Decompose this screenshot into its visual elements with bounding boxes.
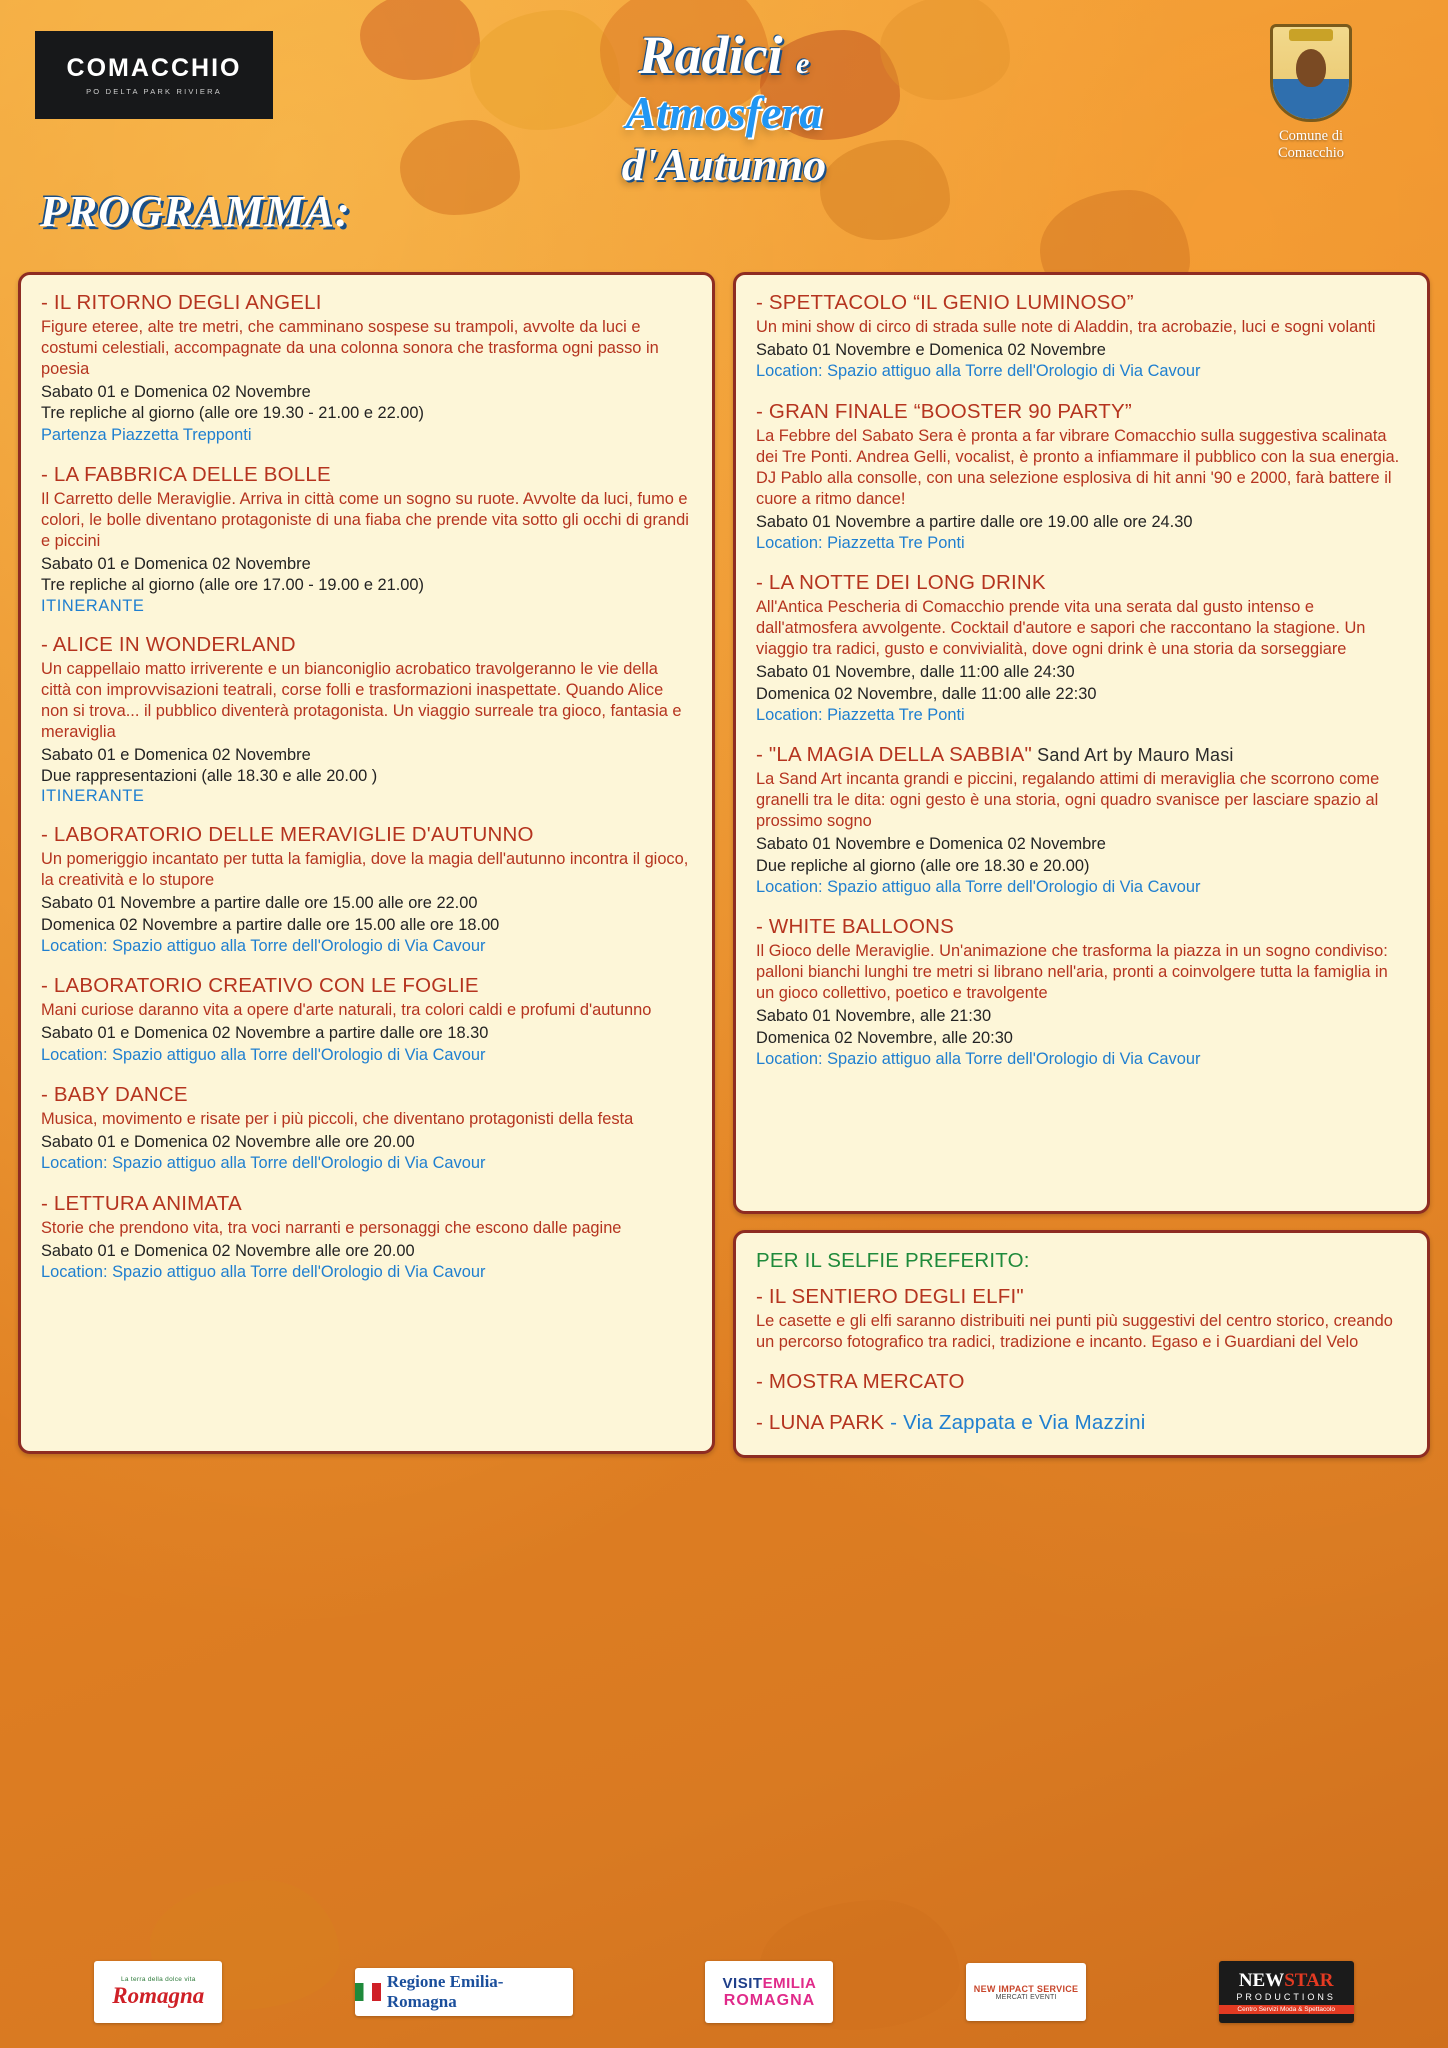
- program-item-description: Mani curiose daranno vita a opere d'arte naturali, tra colori caldi e profumi d'autunno: [41, 1001, 652, 1020]
- title-line-1: [0, 25, 1448, 85]
- program-item-title: - SPETTACOLO “IL GENIO LUMINOSO”: [756, 291, 1134, 314]
- program-item: [41, 1083, 692, 1175]
- logo-main-text: COMACCHIO: [66, 54, 242, 82]
- program-item-title: - BABY DANCE: [41, 1082, 188, 1106]
- program-item-description: Figure eteree, alte tre metri, che camminano sospese su trampoli, avvolte da luci e costumi celestiali, accompagnate da una colonna sonora che trasforma ogni passo in poesia: [41, 318, 659, 378]
- left-program-panel: [18, 272, 715, 1454]
- italy-flag-icon: [355, 1983, 381, 2001]
- program-item: [756, 915, 1407, 1070]
- program-columns: [18, 272, 1430, 1458]
- program-item-description: Il Carretto delle Meraviglie. Arriva in città come un sogno su ruote. Avvolte da luci, fumo e colori, le bolle diventano protagoniste di una fiaba che prende vita sotto gli occhi di grandi e piccini: [41, 489, 689, 550]
- sponsor-nis-line1: NEW IMPACT SERVICE: [973, 1983, 1079, 1994]
- program-item-location: Location: Spazio attiguo alla Torre dell'Orologio di Via Cavour: [41, 936, 486, 955]
- sponsor-new-impact-service: [966, 1963, 1086, 2021]
- programma-heading: PROGRAMMA:: [40, 187, 351, 236]
- program-item-location: Location: Piazzetta Tre Ponti: [756, 705, 965, 724]
- program-item-title: - LA FABBRICA DELLE BOLLE: [41, 462, 331, 486]
- program-item: [41, 1192, 692, 1284]
- program-item: [756, 291, 1407, 383]
- program-item-title: - LABORATORIO CREATIVO CON LE FOGLIE: [41, 974, 479, 998]
- program-item-location: Location: Piazzetta Tre Ponti: [756, 533, 965, 552]
- program-item-title: - IL RITORNO DEGLI ANGELI: [41, 291, 322, 314]
- program-item-schedule: Sabato 01 Novembre a partire dalle ore 15.00 alle ore 22.00 Domenica 02 Novembre a partire dalle ore 15.00 alle ore 18.00: [41, 894, 500, 934]
- program-item-title: - LA NOTTE DEI LONG DRINK: [756, 571, 1046, 595]
- sponsor-nis-line2: MERCATI EVENTI: [995, 1993, 1057, 2001]
- sponsor-new-star-productions: [1219, 1961, 1354, 2023]
- program-item-description: Il Gioco delle Meraviglie. Un'animazione che trasforma la piazza in un sogno condiviso: palloni bianchi lunghi tre metri si librano nell'aria, pronti a coinvolgere tutta la famiglia in un gioco collettivo, poetico e travolgente: [756, 942, 1388, 1003]
- program-item-schedule: Sabato 01 e Domenica 02 Novembre Due rappresentazioni (alle 18.30 e alle 20.00 ): [41, 745, 378, 785]
- selfie-panel: [733, 1230, 1430, 1458]
- sponsor-ns-line2: PRODUCTIONS: [1236, 1992, 1336, 2002]
- program-item: [41, 291, 692, 446]
- title-line-2: Atmosfera: [625, 87, 823, 138]
- program-item-schedule: Sabato 01 e Domenica 02 Novembre Tre repliche al giorno (alle ore 19.30 - 21.00 e 22.00): [41, 383, 424, 423]
- selfie-heading: PER IL SELFIE PREFERITO:: [756, 1249, 1030, 1272]
- program-item-location: ITINERANTE: [41, 596, 145, 615]
- program-item-location: Location: Spazio attiguo alla Torre dell'Orologio di Via Cavour: [756, 362, 1201, 381]
- program-item: [41, 633, 692, 807]
- sponsor-visit-emilia-romagna: [705, 1961, 833, 2023]
- program-item-location: ITINERANTE: [41, 787, 145, 806]
- selfie-item: [756, 1411, 1407, 1435]
- program-item-schedule: Sabato 01 Novembre, dalle 11:00 alle 24:30 Domenica 02 Novembre, dalle 11:00 alle 22:30: [756, 663, 1097, 703]
- program-item-schedule: Sabato 01 Novembre a partire dalle ore 19.00 alle ore 24.30: [756, 512, 1193, 531]
- program-item-title: - "LA MAGIA DELLA SABBIA" Sand Art by Mauro Masi: [756, 743, 1234, 767]
- program-item-description: Un mini show di circo di strada sulle note di Aladdin, tra acrobazie, luci e sogni volanti: [756, 318, 1376, 336]
- program-item-schedule: Sabato 01 Novembre e Domenica 02 Novembre: [756, 341, 1106, 359]
- crest-line-2: Comacchio: [1277, 144, 1345, 161]
- selfie-item: [756, 1285, 1407, 1353]
- selfie-item-title: - IL SENTIERO DEGLI ELFI": [756, 1285, 1024, 1308]
- program-item-title: - WHITE BALLOONS: [756, 915, 954, 939]
- program-item-description: All'Antica Pescheria di Comacchio prende vita una serata dal gusto intenso e dall'atmosfera avvolgente. Cocktail d'autore e sapori che raccontano la stagione. Un viaggio tra radici, gusto e convivialità, dove ogni drink è una storia da sorseggiare: [756, 598, 1366, 659]
- program-item-schedule: Sabato 01 Novembre e Domenica 02 Novembre Due repliche al giorno (alle ore 18.30 e 20.00): [756, 835, 1106, 875]
- program-item-location: Location: Spazio attiguo alla Torre dell'Orologio di Via Cavour: [41, 1154, 486, 1173]
- program-item-location: Location: Spazio attiguo alla Torre dell'Orologio di Via Cavour: [756, 1049, 1201, 1068]
- program-item: [756, 400, 1407, 555]
- program-item: [41, 823, 692, 957]
- selfie-item-title: - MOSTRA MERCATO: [756, 1370, 965, 1393]
- program-item: [756, 571, 1407, 726]
- left-column: [18, 272, 715, 1458]
- program-item-description: Musica, movimento e risate per i più piccoli, che diventano protagonisti della festa: [41, 1109, 634, 1128]
- program-item-location: Location: Spazio attiguo alla Torre dell'Orologio di Via Cavour: [41, 1262, 486, 1281]
- program-item-title: - LETTURA ANIMATA: [41, 1191, 242, 1215]
- right-program-panel: [733, 272, 1430, 1214]
- crest-line-1: Comune di: [1278, 128, 1344, 144]
- poster-title: [0, 25, 1448, 190]
- program-item-schedule: Sabato 01 e Domenica 02 Novembre alle ore 20.00: [41, 1132, 415, 1151]
- program-item-schedule: Sabato 01 e Domenica 02 Novembre alle ore 20.00: [41, 1241, 415, 1260]
- sponsor-romagna-tagline: La terra della dolce vita: [120, 1975, 196, 1983]
- right-column: [733, 272, 1430, 1458]
- program-item: [756, 743, 1407, 898]
- program-item-description: Storie che prendono vita, tra voci narranti e personaggi che escono dalle pagine: [41, 1218, 622, 1237]
- program-item: [41, 463, 692, 616]
- sponsor-regione-name: Regione Emilia-Romagna: [386, 1972, 504, 2011]
- program-item-description: La Febbre del Sabato Sera è pronta a far vibrare Comacchio sulla suggestiva scalinata dei Tre Ponti. Andrea Gelli, vocalist, è pronto a infiammare il pubblico con la sua energia. DJ Pablo alla consolle, con una selezione esplosiva di hit anni '90 e 2000, farà battere il cuore a ritmo dance!: [756, 426, 1400, 508]
- program-item-location: Location: Spazio attiguo alla Torre dell'Orologio di Via Cavour: [41, 1045, 486, 1064]
- title-radici: Radici: [638, 25, 783, 85]
- program-item-description: Un pomeriggio incantato per tutta la famiglia, dove la magia dell'autunno incontra il gioco, la creatività e lo stupore: [41, 850, 689, 890]
- program-item-location: Partenza Piazzetta Trepponti: [41, 425, 252, 444]
- sponsor-regione: [355, 1968, 573, 2016]
- program-item-description: La Sand Art incanta grandi e piccini, regalando attimi di meraviglia che scorrono come granelli tra le dita: ogni gesto è una storia, ogni quadro svanisce per lasciare spazio al prossimo sogno: [756, 770, 1380, 831]
- program-item-schedule: Sabato 01 e Domenica 02 Novembre a partire dalle ore 18.30: [41, 1024, 489, 1043]
- sponsor-ns-line3: Centro Servizi Moda & Spettacolo: [1219, 2005, 1354, 2014]
- sponsor-visit-line2: ROMAGNA: [723, 1991, 816, 2009]
- program-item-schedule: Sabato 01 Novembre, alle 21:30 Domenica 02 Novembre, alle 20:30: [756, 1007, 1013, 1047]
- comune-crest: [1252, 24, 1370, 161]
- selfie-item-description: Le casette e gli elfi saranno distribuiti nei punti più suggestivi del centro storico, creando un percorso fotografico tra radici, tradizione e incanto. Egaso e i Guardiani del Velo: [756, 1312, 1393, 1351]
- title-line-3: d'Autunno: [621, 139, 827, 190]
- program-item-location: Location: Spazio attiguo alla Torre dell'Orologio di Via Cavour: [756, 877, 1201, 896]
- program-item: [41, 974, 692, 1066]
- selfie-item: [756, 1370, 1407, 1394]
- program-item-schedule: Sabato 01 e Domenica 02 Novembre Tre repliche al giorno (alle ore 17.00 - 19.00 e 21.00): [41, 554, 424, 595]
- poster-header: [0, 0, 1448, 262]
- program-item-description: Un cappellaio matto irriverente e un bianconiglio acrobatico travolgeranno le vie della città con improvvisazioni teatrali, corse folli e trasformazioni inaspettate. Quando Alice non si trova... il pubblico diventerà protagonista. Un viaggio surreale tra gioco, fantasia e meraviglia: [41, 659, 682, 741]
- sponsor-ns-line1: NEWSTAR: [1238, 1970, 1334, 1991]
- program-item-title: - ALICE IN WONDERLAND: [41, 632, 296, 656]
- logo-sub-text: PO DELTA PARK RIVIERA: [86, 87, 222, 96]
- selfie-item-title: - LUNA PARK - Via Zappata e Via Mazzini: [756, 1411, 1146, 1434]
- crest-shield-icon: [1270, 24, 1352, 122]
- sponsor-romagna: [94, 1961, 222, 2023]
- title-e: e: [796, 47, 810, 80]
- program-item-title: - GRAN FINALE “BOOSTER 90 PARTY”: [756, 399, 1132, 423]
- sponsor-romagna-name: Romagna: [112, 1982, 205, 2008]
- program-item-title: - LABORATORIO DELLE MERAVIGLIE D'AUTUNNO: [41, 823, 534, 847]
- sponsor-bar: [0, 1936, 1448, 2048]
- sponsor-visit-line1: VISITEMILIA: [722, 1974, 817, 1992]
